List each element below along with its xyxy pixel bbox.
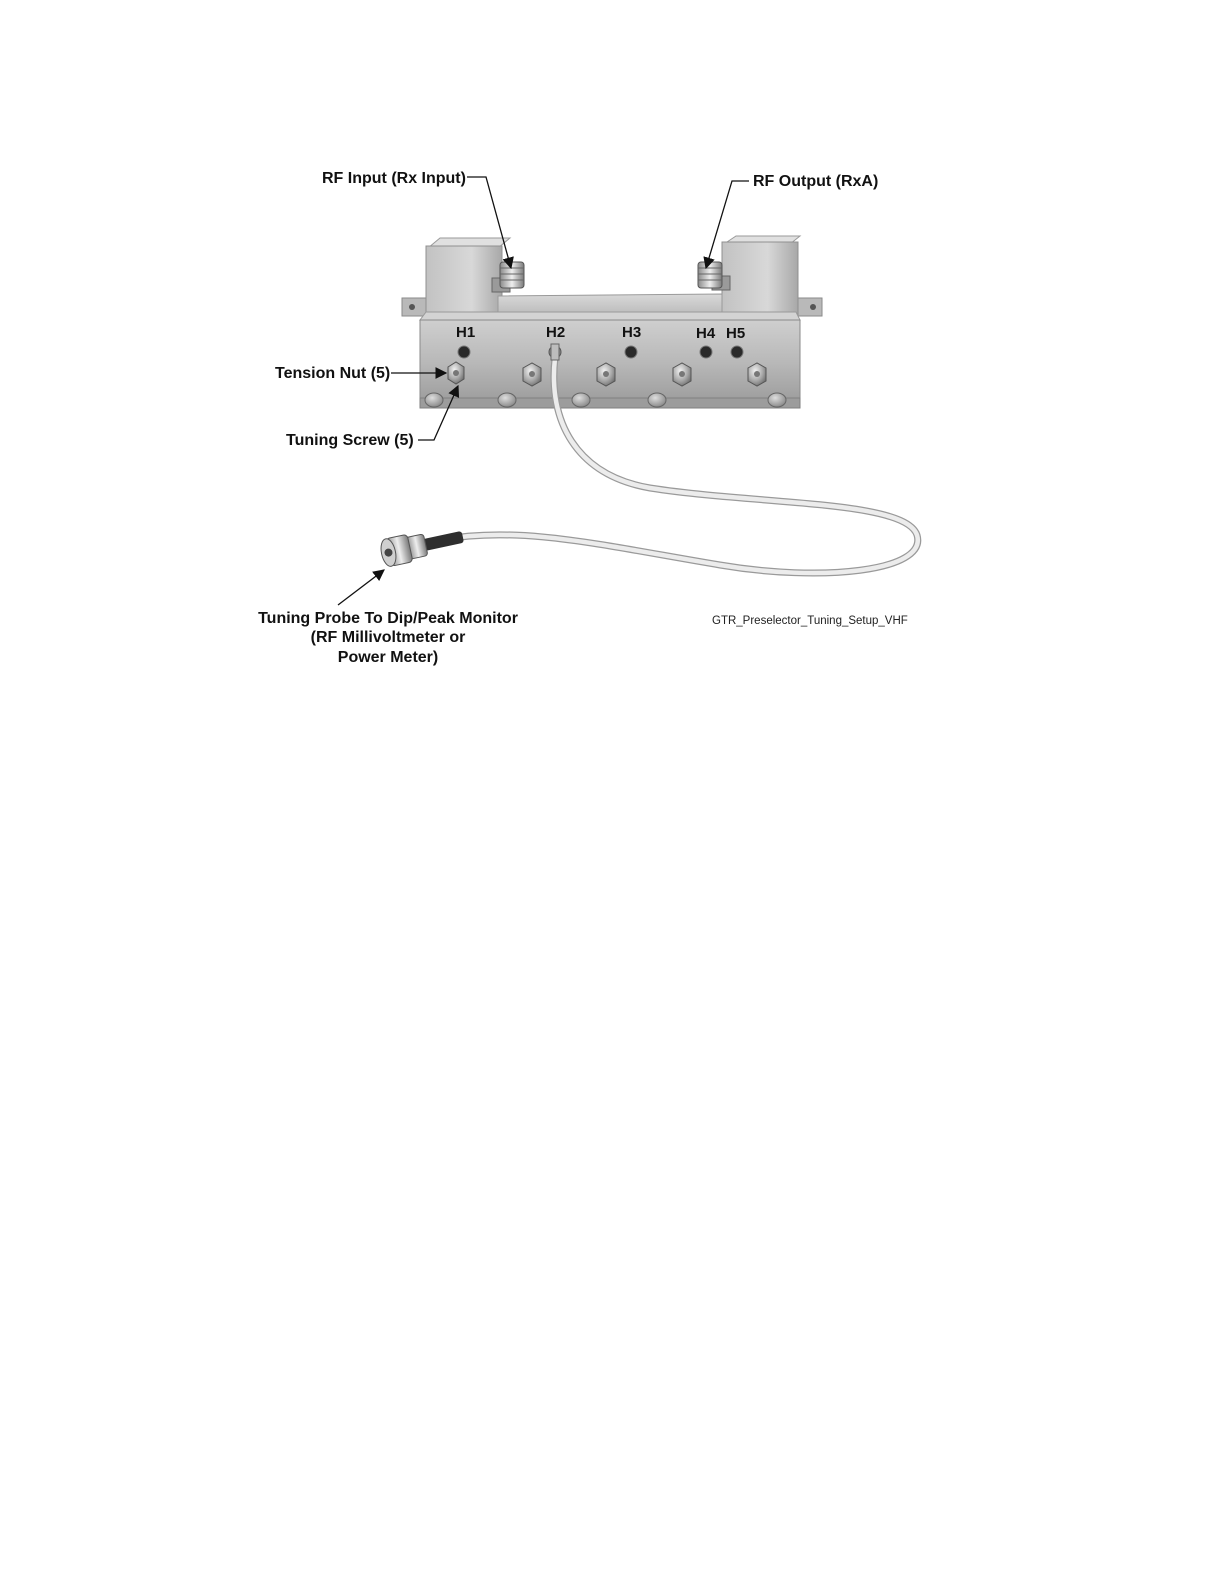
- hole-label-h1: H1: [456, 324, 476, 341]
- hole-label-h4: H4: [696, 325, 716, 342]
- figure-caption: GTR_Preselector_Tuning_Setup_VHF: [712, 615, 908, 627]
- hole-label-h5: H5: [726, 325, 746, 342]
- tuning-screw-label: Tuning Screw (5): [286, 432, 414, 449]
- tension-nut-icon: [673, 363, 691, 386]
- bolt-icon: [572, 393, 590, 407]
- tension-nut-label: Tension Nut (5): [275, 365, 391, 382]
- rf-input-label: RF Input (Rx Input): [322, 170, 466, 187]
- hole-h5-icon: [731, 346, 743, 358]
- tuning-probe-label-line1: Tuning Probe To Dip/Peak Monitor: [258, 610, 518, 627]
- tension-nut-icon: [523, 363, 541, 386]
- hole-h1-icon: [458, 346, 470, 358]
- mount-hole-right-icon: [810, 304, 816, 310]
- tension-nut-icon: [597, 363, 615, 386]
- end-cavity-left: [426, 246, 502, 320]
- tuning-probe-label-line2: (RF Millivoltmeter or: [310, 629, 466, 646]
- mount-hole-left-icon: [409, 304, 415, 310]
- tuning-probe-leader: [338, 570, 384, 605]
- bolt-icon: [425, 393, 443, 407]
- hole-label-h3: H3: [622, 324, 642, 341]
- hole-h3-icon: [625, 346, 637, 358]
- mounting-tab-right: [796, 298, 822, 316]
- tension-nut-icon: [748, 363, 766, 386]
- bnc-connector: [379, 523, 466, 568]
- end-cavity-right: [722, 242, 798, 320]
- hole-label-h2: H2: [546, 324, 566, 341]
- bolt-icon: [648, 393, 666, 407]
- hole-h4-icon: [700, 346, 712, 358]
- bolt-icon: [768, 393, 786, 407]
- tuning-probe-label-line3: Power Meter): [337, 649, 439, 666]
- bolt-icon: [498, 393, 516, 407]
- rf-output-label: RF Output (RxA): [753, 173, 879, 190]
- tension-nut-icon: [448, 362, 464, 384]
